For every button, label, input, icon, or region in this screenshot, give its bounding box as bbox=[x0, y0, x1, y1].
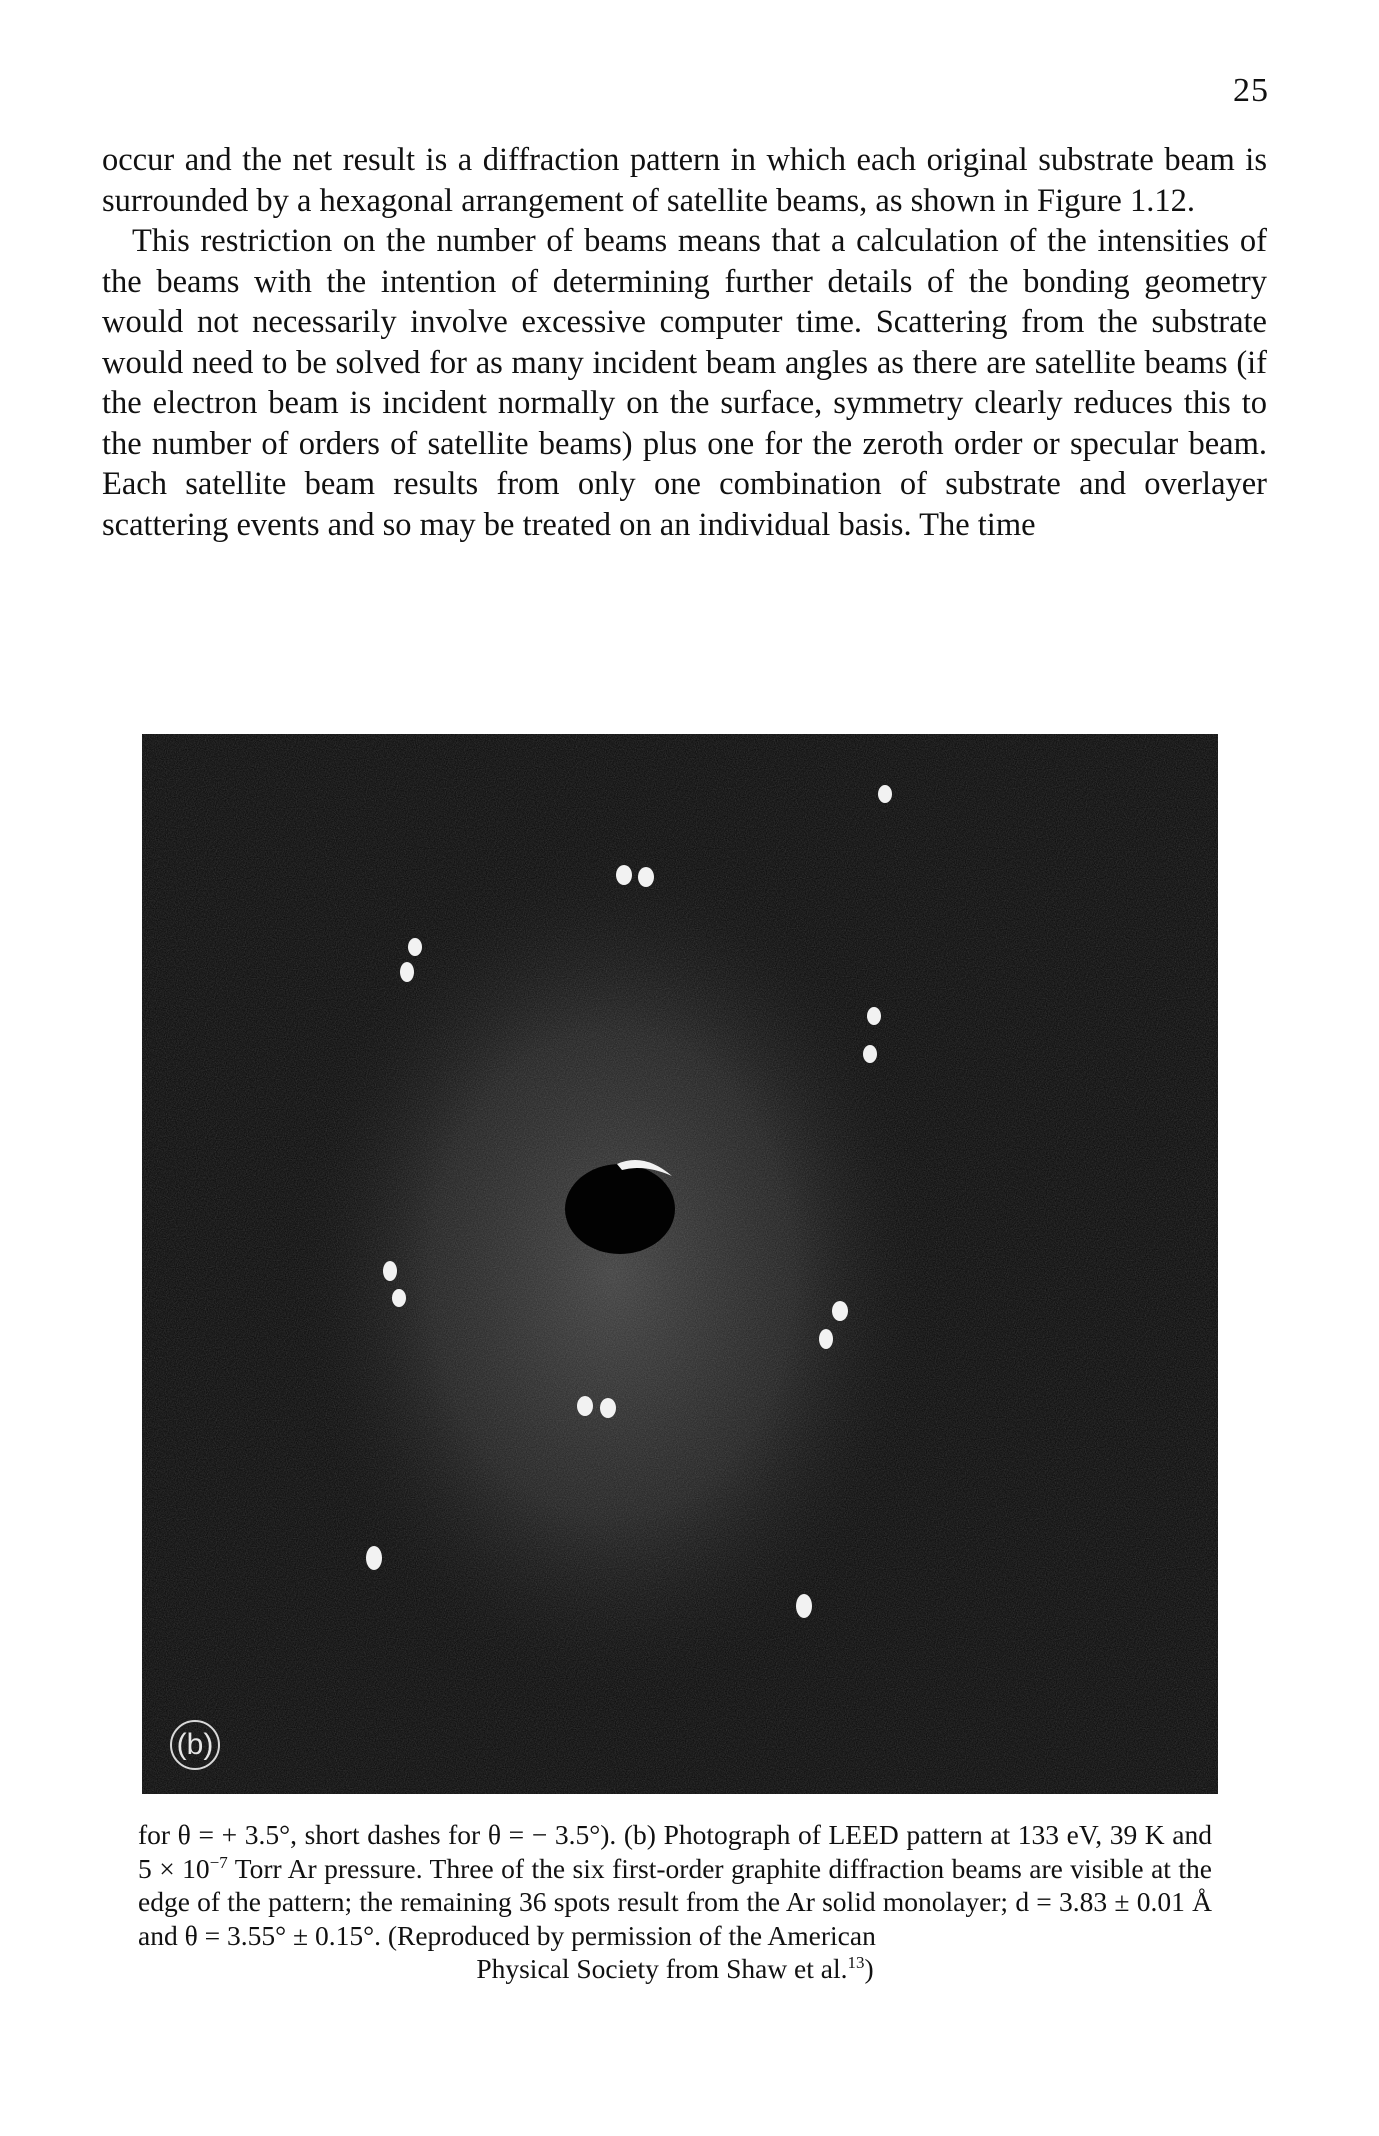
graphite-beam-spot bbox=[366, 1546, 382, 1570]
leed-pattern-image bbox=[142, 734, 1218, 1794]
figure-caption bbox=[138, 1818, 1212, 1986]
photo-grain bbox=[142, 734, 1218, 1794]
graphite-beam-spot bbox=[878, 785, 892, 803]
caption-text: for θ = + 3.5°, short dashes for θ = − 3.5°). (b) Photograph of LEED pattern at 133 eV, 39 K and 5 × 10 bbox=[138, 1819, 1212, 1884]
diffraction-spot bbox=[867, 1007, 881, 1025]
panel-label: (b) bbox=[170, 1720, 220, 1770]
leed-pattern-photograph bbox=[142, 734, 1218, 1794]
diffraction-spot bbox=[638, 867, 654, 887]
page-number: 25 bbox=[1233, 72, 1269, 109]
caption-text: Physical Society from Shaw et al. bbox=[476, 1953, 848, 1984]
body-text bbox=[102, 140, 1267, 545]
graphite-beam-spot bbox=[796, 1594, 812, 1618]
diffraction-spot bbox=[392, 1289, 406, 1307]
caption-reference: 13 bbox=[847, 1952, 865, 1972]
caption-last-line bbox=[138, 1952, 1212, 1986]
diffraction-spot bbox=[383, 1261, 397, 1281]
diffraction-spot bbox=[408, 938, 422, 956]
caption-exponent: −7 bbox=[209, 1852, 228, 1872]
caption-text: Torr Ar pressure. Three of the six first-order graphite diffraction beams are visible at the edge of the pattern; the remaining 36 spots result from the Ar solid monolayer; d = 3.83 ± 0.01 Å and θ = 3.55° ± 0.15°. (Reproduced by permission of the American bbox=[138, 1852, 1212, 1951]
caption-text: ) bbox=[864, 1953, 874, 1984]
diffraction-spot bbox=[832, 1301, 848, 1321]
diffraction-spot bbox=[819, 1329, 833, 1349]
diffraction-spot bbox=[863, 1045, 877, 1063]
diffraction-spot bbox=[400, 962, 414, 982]
body-paragraph: This restriction on the number of beams means that a calculation of the intensities of the beams with the intention of determining further details of the bonding geometry would not necessarily involve excessive computer time. Scattering from the substrate would need to be solved for as many incident beam angles as there are satellite beams (if the electron beam is incident normally on the surface, symmetry clearly reduces this to the number of orders of satellite beams) plus one for the zeroth order or specular beam. Each satellite beam results from only one combination of substrate and overlayer scattering events and so may be treated on an individual basis. The time bbox=[102, 223, 1267, 543]
body-paragraph: occur and the net result is a diffraction pattern in which each original substrate beam is surrounded by a hexagonal arrangement of satellite beams, as shown in Figure 1.12. bbox=[102, 142, 1267, 219]
electron-gun-shadow bbox=[565, 1164, 675, 1254]
diffraction-spot bbox=[577, 1396, 593, 1416]
diffraction-spot bbox=[600, 1398, 616, 1418]
diffraction-spot bbox=[616, 865, 632, 885]
